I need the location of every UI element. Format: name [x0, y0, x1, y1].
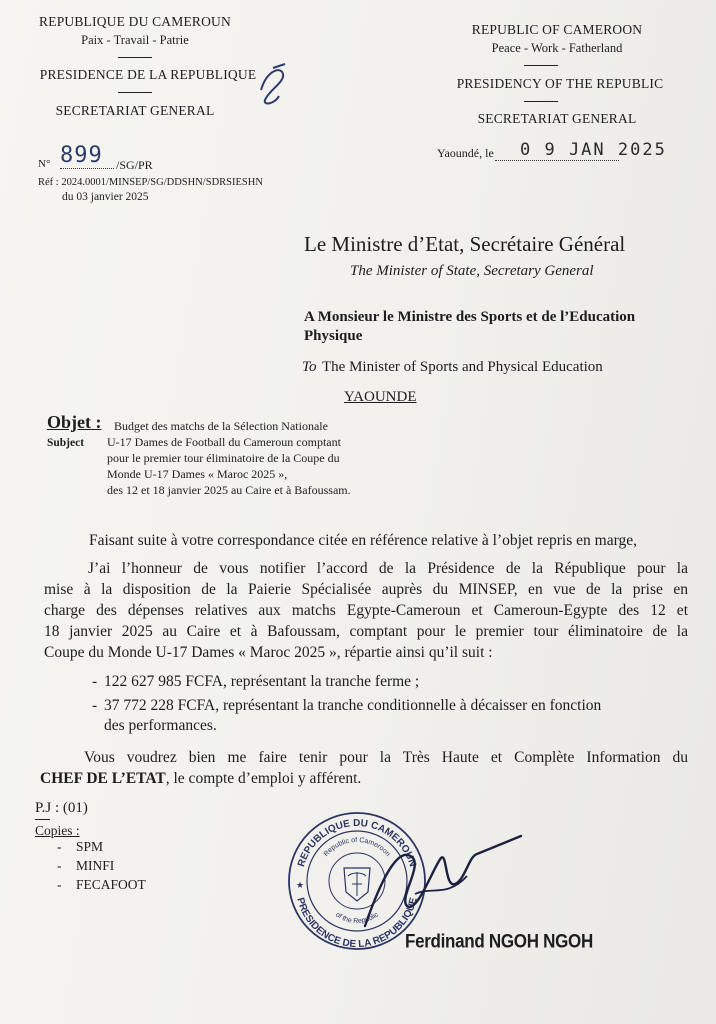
initials-scribble	[255, 60, 291, 110]
bullet-2-text: , représentant la tranche conditionnelle à décaisser en fonction	[215, 697, 602, 714]
objet-line-2: U-17 Dames de Football du Cameroun comptant	[107, 435, 341, 449]
header-fr-presidency: PRESIDENCE DE LA REPUBLIQUE	[39, 67, 257, 82]
body-paragraph-2-line-5: Coupe du Monde U-17 Dames « Maroc 2025 », répartie ainsi qu’il suit :	[44, 644, 493, 661]
body-paragraph-1: Faisant suite à votre correspondance citée en référence relative à l’objet repris en marge,	[89, 532, 637, 549]
copy-item-2: MINFI	[76, 858, 115, 873]
recipient-line-2: Physique	[304, 328, 363, 344]
header-fr-motto: Paix - Travail - Patrie	[81, 33, 189, 47]
bullet-2-amount: 37 772 228 FCFA	[104, 697, 216, 714]
header-en-motto: Peace - Work - Fatherland	[491, 41, 623, 55]
body-paragraph-2-line-2: mise à la disposition de la Paierie Spécialisée auprès du MINSEP, en vue de la prise en	[44, 581, 688, 598]
copies-label: Copies :	[35, 823, 80, 838]
objet-line-3: pour le premier tour éliminatoire de la Coupe du	[107, 451, 340, 465]
reference-number-suffix: /SG/PR	[116, 158, 153, 172]
copy-dash-2: -	[57, 858, 62, 873]
copy-dash-3: -	[57, 877, 62, 892]
date-dotline	[495, 160, 619, 161]
reference-number-prefix: N°	[38, 158, 51, 170]
copy-item-3: FECAFOOT	[76, 877, 146, 892]
header-fr-secretariat: SECRETARIAT GENERAL	[55, 103, 215, 118]
body-paragraph-2-line-1: J’ai l’honneur de vous notifier l’accord de la Présidence de la République pour la	[88, 560, 688, 577]
reference-line: Réf : 2024.0001/MINSEP/SG/DDSHN/SDRSIESHN	[38, 177, 263, 188]
objet-line-5: des 12 et 18 janvier 2025 au Caire et à Bafoussam.	[107, 483, 351, 497]
header-en-country: REPUBLIC OF CAMEROON	[471, 22, 643, 37]
recipient-en-prefix: To	[302, 359, 317, 375]
objet-line-4: Monde U-17 Dames « Maroc 2025 »,	[107, 467, 288, 481]
header-fr-divider-1	[118, 57, 152, 58]
body-paragraph-3-line-2	[40, 770, 684, 788]
body-paragraph-3-rest: , le compte d’emploi y afférent.	[165, 770, 362, 787]
bullet-dash-2: -	[92, 697, 98, 714]
header-en-divider-2	[524, 101, 558, 102]
bullet-dash-1: -	[92, 673, 98, 690]
seal-outer-top: REPUBLIQUE DU CAMEROUN	[296, 818, 418, 869]
objet-label: Objet :	[47, 412, 102, 432]
header-fr-divider-2	[118, 92, 152, 93]
header-en-presidency: PRESIDENCY OF THE REPUBLIC	[456, 76, 664, 91]
pj-underline	[35, 819, 50, 820]
header-fr-country: REPUBLIQUE DU CAMEROUN	[39, 14, 231, 29]
seal-inner-top: Republic of Cameroon	[322, 836, 392, 858]
seal-outer-bottom: PRESIDENCE DE LA REPUBLIQUE	[294, 896, 420, 951]
date-stamp: 0 9 JAN 2025	[520, 140, 667, 160]
head-of-state: CHEF DE L’ETAT	[40, 770, 166, 787]
signatory-name: Ferdinand NGOH NGOH	[405, 930, 593, 952]
copy-item-1: SPM	[76, 839, 104, 854]
body-paragraph-2-line-4: 18 janvier 2025 au Caire et à Bafoussam, comptant pour le premier tour éliminatoire de la	[44, 623, 688, 640]
bullet-1-text: , représentant la tranche ferme ;	[223, 673, 420, 690]
handwritten-signature	[355, 828, 525, 938]
objet-line-1: Budget des matchs de la Sélection Nationale	[114, 419, 328, 433]
header-en-divider-1	[524, 65, 558, 66]
header-en-secretariat: SECRETARIAT GENERAL	[477, 111, 637, 126]
place-label: Yaoundé, le	[437, 146, 494, 160]
body-paragraph-2-line-3: charge des dépenses relatives aux matchs Egypte-Cameroun et Cameroun-Egypte des 12 et	[44, 602, 688, 619]
bullet-1-amount: 122 627 985 FCFA	[104, 673, 223, 690]
recipient-en: The Minister of Sports and Physical Education	[322, 359, 603, 375]
seal-inner-bottom: of the Republic	[334, 911, 380, 926]
bullet-1	[104, 673, 419, 691]
reference-number-handwritten: 899	[60, 143, 103, 168]
reference-date: du 03 janvier 2025	[62, 191, 149, 203]
copy-dash-1: -	[57, 839, 62, 854]
body-paragraph-3-line-1: Vous voudrez bien me faire tenir pour la Très Haute et Complète Information du	[84, 749, 688, 766]
recipient-line-1: A Monsieur le Ministre des Sports et de l’Education	[304, 309, 636, 325]
subject-label: Subject	[47, 437, 85, 449]
enclosures-pj: P.J : (01)	[35, 800, 88, 816]
sender-title-en: The Minister of State, Secretary General	[350, 263, 594, 279]
reference-number-dotline	[60, 168, 114, 169]
bullet-2	[104, 697, 601, 715]
svg-text:★: ★	[296, 881, 305, 891]
recipient-city: YAOUNDE	[344, 389, 417, 405]
sender-title-fr: Le Ministre d’Etat, Secrétaire Général	[304, 232, 626, 256]
bullet-2-continuation: des performances.	[104, 717, 217, 734]
